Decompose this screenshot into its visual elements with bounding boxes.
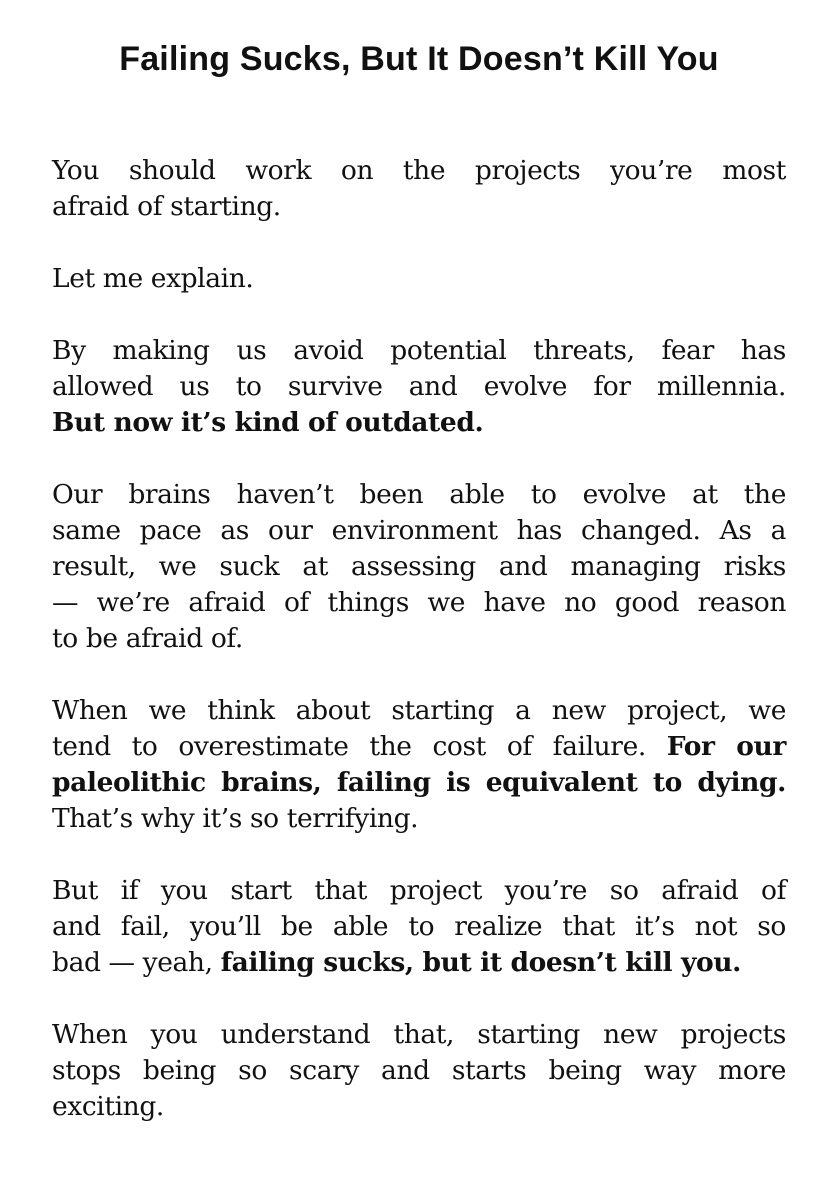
text-run: stops being so scary and starts being way more <box>52 1055 786 1086</box>
text-line <box>52 909 786 945</box>
text-line <box>52 621 786 657</box>
article-title: Failing Sucks, But It Doesn’t Kill You <box>119 40 719 78</box>
text-line <box>52 585 786 621</box>
paragraph <box>52 873 786 981</box>
paragraph <box>52 261 786 297</box>
text-run: exciting. <box>52 1091 164 1122</box>
text-run: to be afraid of. <box>52 623 243 654</box>
text-run: afraid of starting. <box>52 191 281 222</box>
text-line <box>52 369 786 405</box>
text-run: But if you start that project you’re so afraid of <box>52 875 786 906</box>
text-line <box>52 765 786 801</box>
text-run: When we think about starting a new project, we <box>52 695 786 726</box>
text-line <box>52 693 786 729</box>
text-run: allowed us to survive and evolve for millennia. <box>52 371 786 402</box>
text-line <box>52 945 786 981</box>
text-line <box>52 1089 786 1125</box>
text-run: You should work on the projects you’re most <box>52 155 786 186</box>
text-run: When you understand that, starting new projects <box>52 1019 786 1050</box>
text-line <box>52 261 786 297</box>
text-run: Let me explain. <box>52 263 254 294</box>
text-line <box>52 549 786 585</box>
text-run: That’s why it’s so terrifying. <box>52 803 419 834</box>
bold-text: But now it’s kind of outdated. <box>52 407 484 438</box>
bold-text: For our <box>666 731 786 762</box>
text-line <box>52 405 786 441</box>
text-run: and fail, you’ll be able to realize that it’s not so <box>52 911 786 942</box>
paragraph <box>52 477 786 657</box>
text-line <box>52 873 786 909</box>
text-line <box>52 153 786 189</box>
text-run: Our brains haven’t been able to evolve at the <box>52 479 786 510</box>
text-line <box>52 801 786 837</box>
text-line <box>52 729 786 765</box>
text-run: — we’re afraid of things we have no good reason <box>52 587 786 618</box>
paragraph <box>52 333 786 441</box>
text-line <box>52 1017 786 1053</box>
text-run: same pace as our environment has changed. As a <box>52 515 786 546</box>
text-line <box>52 333 786 369</box>
article-body <box>52 153 786 1161</box>
bold-text: failing sucks, but it doesn’t kill you. <box>220 947 741 978</box>
text-line <box>52 189 786 225</box>
bold-text: paleolithic brains, failing is equivalent to dying. <box>52 767 786 798</box>
text-line <box>52 1053 786 1089</box>
text-line <box>52 513 786 549</box>
text-run: By making us avoid potential threats, fear has <box>52 335 786 366</box>
text-run: tend to overestimate the cost of failure. <box>52 731 667 762</box>
paragraph <box>52 153 786 225</box>
paragraph <box>52 693 786 837</box>
text-line <box>52 477 786 513</box>
text-run: result, we suck at assessing and managing risks <box>52 551 786 582</box>
paragraph <box>52 1017 786 1125</box>
text-run: bad — yeah, <box>52 947 221 978</box>
